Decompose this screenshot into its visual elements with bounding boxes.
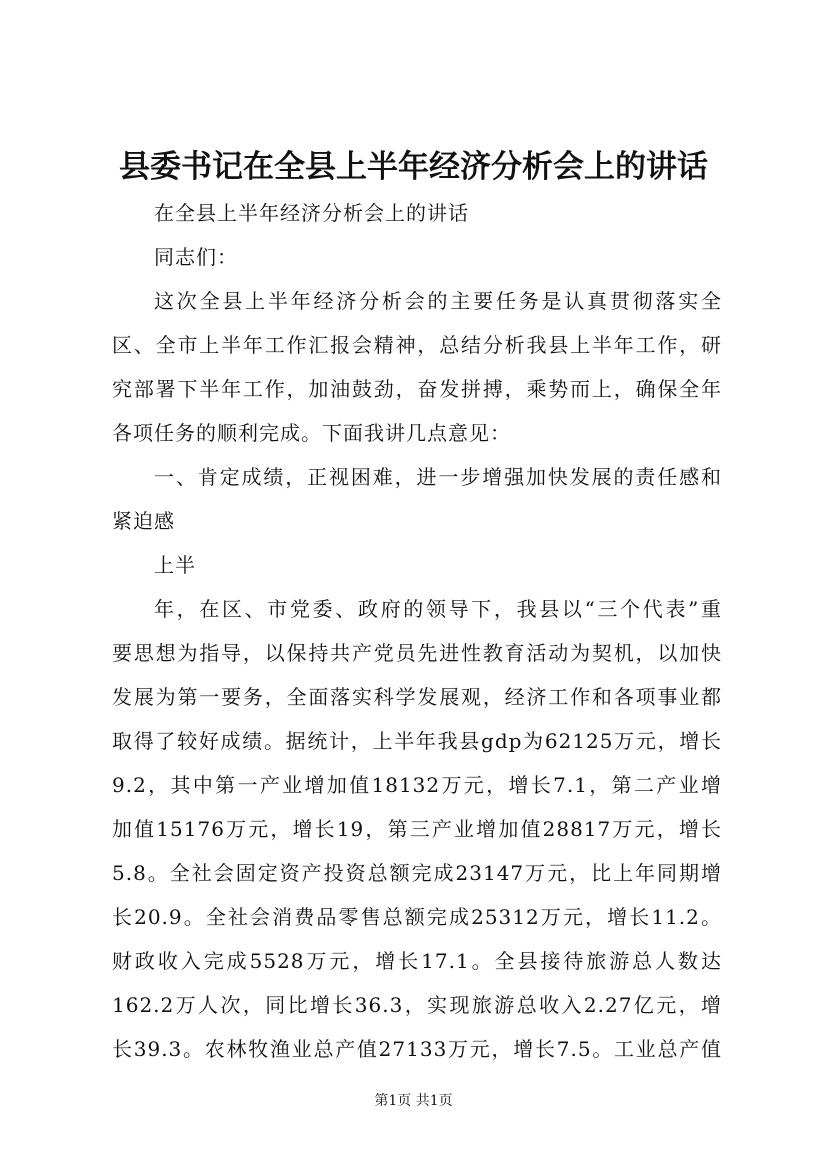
body-line: 发展为第一要务，全面落实科学发展观，经济工作和各项事业都 xyxy=(112,685,722,709)
page-number-footer: 第1页 共1页 xyxy=(374,1093,453,1109)
body-line: 162.2万人次，同比增长36.3，实现旅游总收入2.27亿元，增 xyxy=(112,993,722,1017)
body-line: 要思想为指导，以保持共产党员先进性教育活动为契机，以加快 xyxy=(112,641,722,665)
body-line: 这次全县上半年经济分析会的主要任务是认真贯彻落实全 xyxy=(154,289,722,313)
body-line: 加值15176万元，增长19，第三产业增加值28817万元，增长 xyxy=(112,817,722,841)
body-line: 财政收入完成5528万元，增长17.1。全县接待旅游总人数达 xyxy=(112,949,722,973)
body-line: 9.2，其中第一产业增加值18132万元，增长7.1，第二产业增 xyxy=(112,773,722,797)
body-line: 上半 xyxy=(154,553,196,577)
subtitle-line: 在全县上半年经济分析会上的讲话 xyxy=(154,201,469,225)
document-title: 县委书记在全县上半年经济分析会上的讲话 xyxy=(119,149,708,185)
body-line: 各项任务的顺利完成。下面我讲几点意见： xyxy=(112,421,511,445)
body-line: 长39.3。农林牧渔业总产值27133万元，增长7.5。工业总产值 xyxy=(112,1037,722,1061)
salutation-line: 同志们： xyxy=(154,245,238,269)
body-line: 取得了较好成绩。据统计，上半年我县gdp为62125万元，增长 xyxy=(112,729,722,753)
body-line: 区、全市上半年工作汇报会精神，总结分析我县上半年工作，研 xyxy=(112,333,722,357)
body-line: 年，在区、市党委、政府的领导下，我县以“三个代表”重 xyxy=(154,597,722,621)
section-heading-line: 紧迫感 xyxy=(112,509,175,533)
body-line: 5.8。全社会固定资产投资总额完成23147万元，比上年同期增 xyxy=(112,861,722,885)
section-heading-line: 一、肯定成绩，正视困难，进一步增强加快发展的责任感和 xyxy=(154,465,722,489)
body-line: 究部署下半年工作，加油鼓劲，奋发拼搏，乘势而上，确保全年 xyxy=(112,377,722,401)
body-line: 长20.9。全社会消费品零售总额完成25312万元，增长11.2。 xyxy=(112,905,722,929)
